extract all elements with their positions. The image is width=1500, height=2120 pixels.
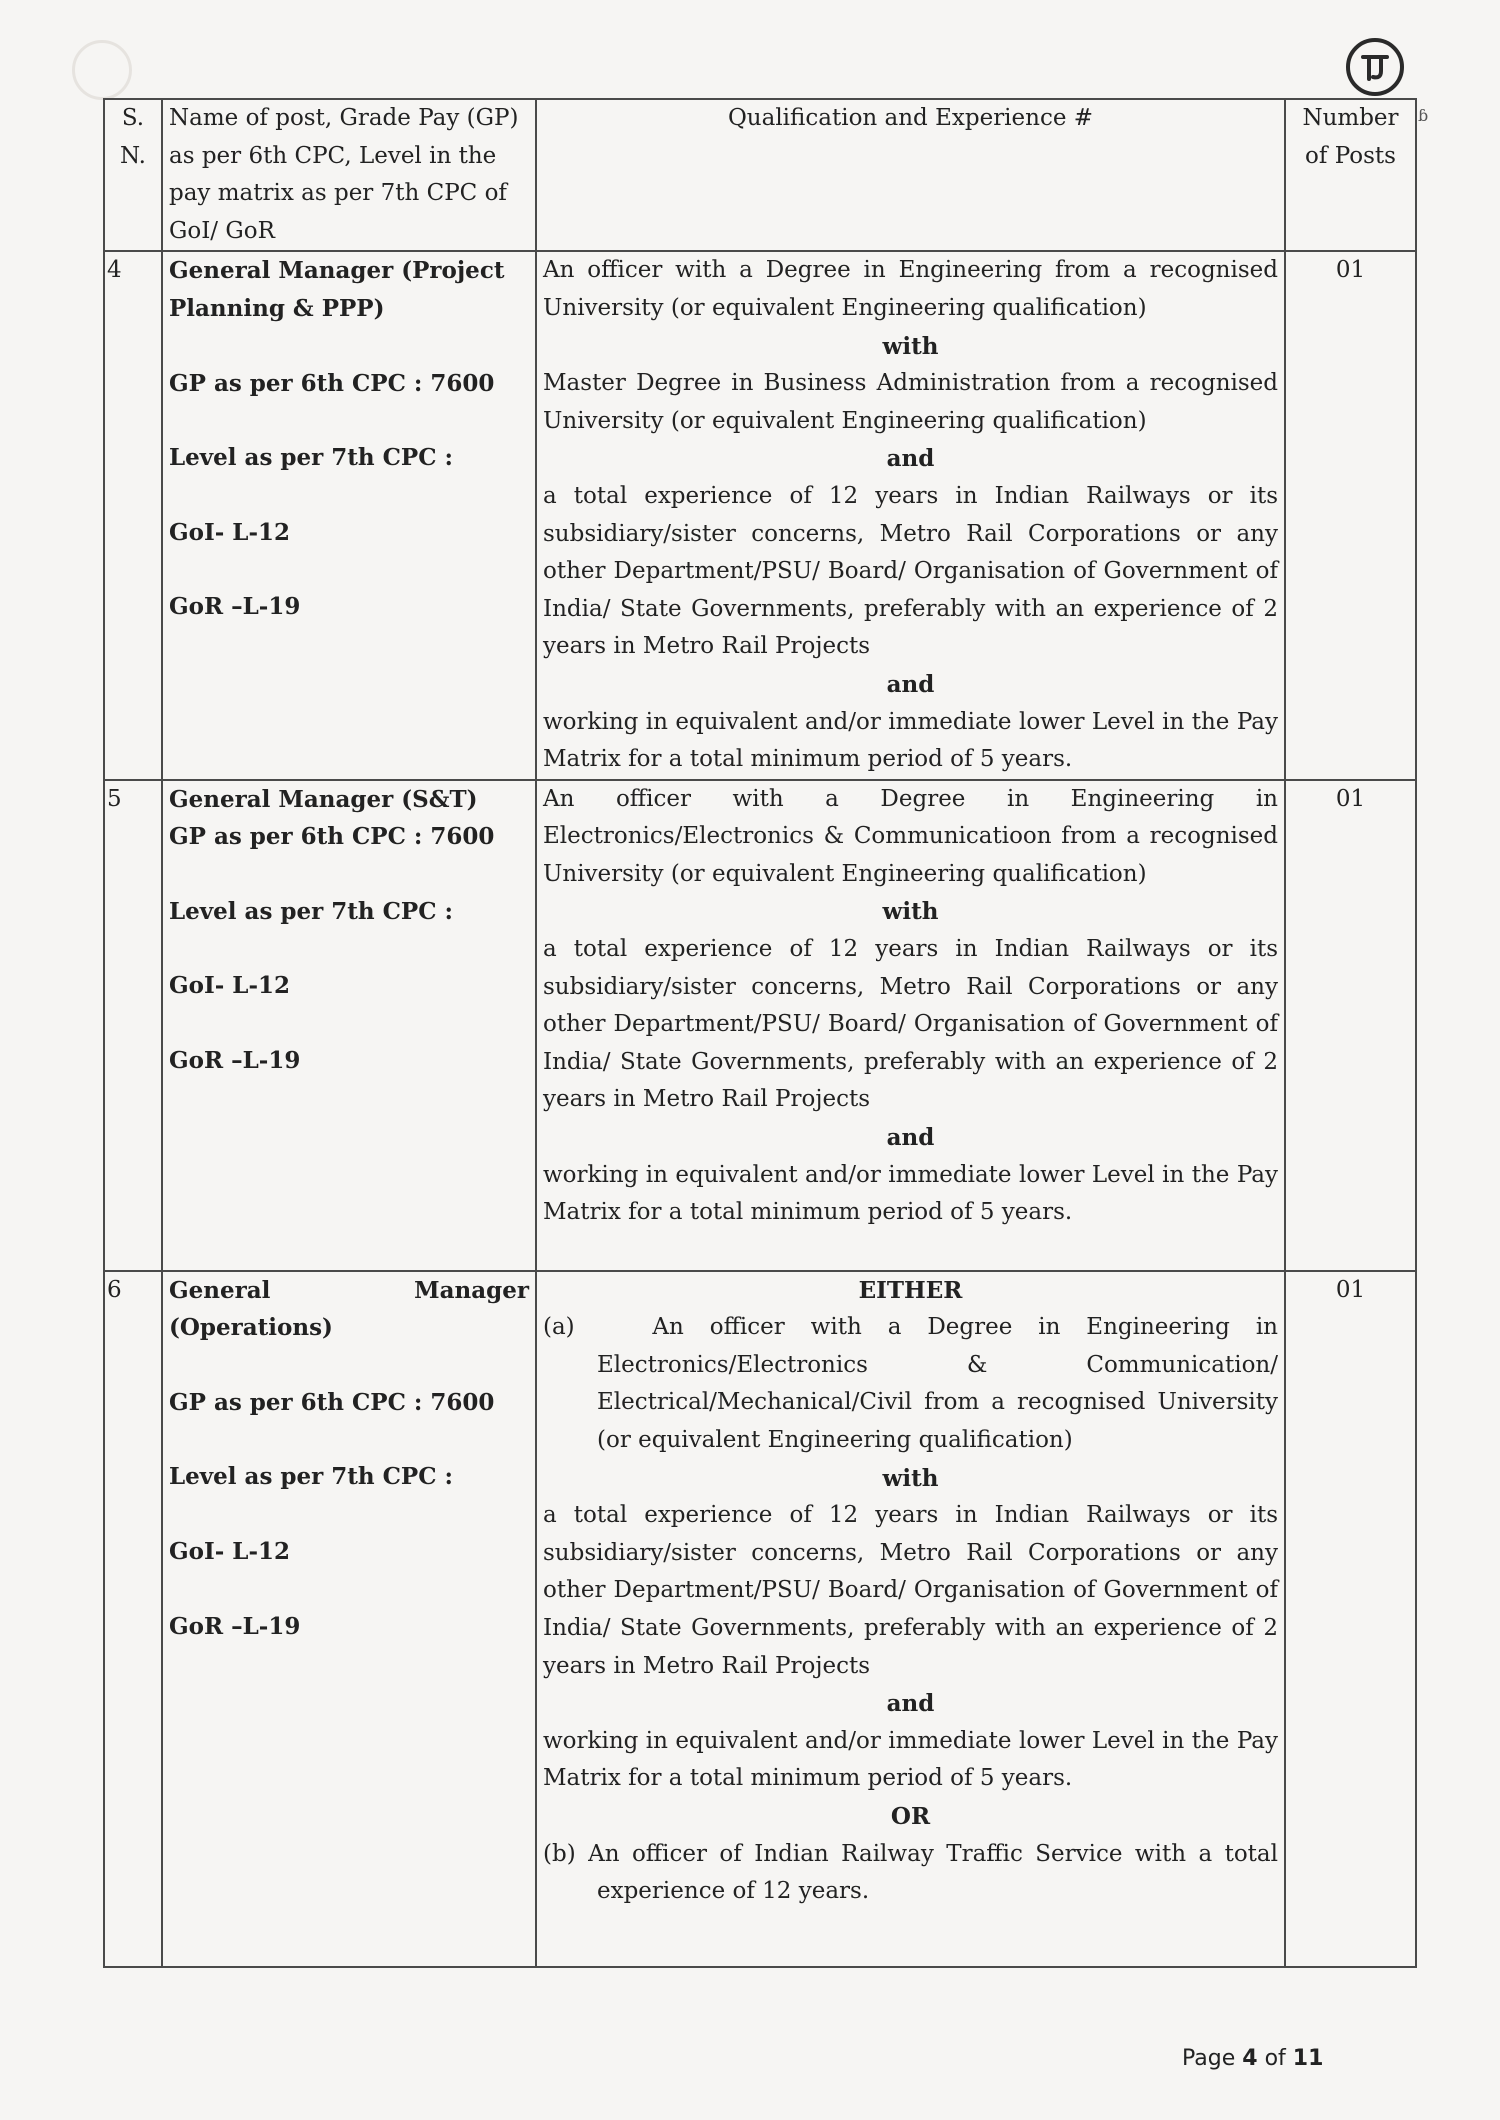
qualification-text: Master Degree in Business Administration from a recognised University (or equivalent Engineering qualification) [543,370,1278,434]
option-a [543,1309,1278,1459]
post-title [169,1272,529,1310]
grade-pay: GP as per 6th CPC : 7600 [169,369,495,397]
page-number [1182,2046,1323,2071]
gor-level: GoR –L-19 [169,1612,301,1640]
page-current: 4 [1242,2046,1258,2071]
row-sn: 4 [104,251,162,779]
goi-level: GoI- L-12 [169,518,291,546]
qualification-text: An officer with a Degree in Engineering in Electronics/Electronics & Communicatioon from a recognised University (or equivalent Engineering qualification) [543,785,1278,887]
connector-text: with [882,898,939,926]
qualification-cell [536,780,1285,1271]
posts-table [103,98,1417,1968]
post-title-part: Manager [414,1276,529,1304]
table-header-row [104,99,1416,251]
post-cell [162,1271,536,1967]
row-sn: 5 [104,780,162,1271]
option-b-label: (b) [543,1840,576,1867]
row-sn: 6 [104,1271,162,1967]
goi-level: GoI- L-12 [169,1538,291,1566]
qualification-cell [536,251,1285,779]
pay-level: Level as per 7th CPC : [169,897,454,925]
connector-text: and [886,1690,935,1718]
goi-level: GoI- L-12 [169,972,291,1000]
option-a-text: An officer with a Degree in Engineering in Electronics/Electronics & Communication/ Electrical/Mechanical/Civil from a recognised University (or equivalent Engineering qualification) [597,1314,1278,1454]
connector-text: with [882,332,939,360]
gor-level: GoR –L-19 [169,593,301,621]
connector-text: and [886,1124,935,1152]
grade-pay: GP as per 6th CPC : 7600 [169,823,495,851]
edge-mark: ɓ [1418,106,1429,125]
gor-level: GoR –L-19 [169,1047,301,1075]
post-title-part: (Operations) [169,1314,333,1342]
qualification-text: An officer with a Degree in Engineering from a recognised University (or equivalent Engineering qualification) [543,257,1278,321]
pay-level: Level as per 7th CPC : [169,444,454,472]
option-b [543,1836,1278,1911]
post-title: General Manager (Project Planning & PPP) [169,257,505,322]
header-number-of-posts: Number of Posts [1285,99,1416,251]
working-text: working in equivalent and/or immediate lower Level in the Pay Matrix for a total minimum period of 5 years. [543,708,1278,773]
connector-text: and [886,445,935,473]
option-a-label: (a) [543,1314,575,1341]
experience-text: a total experience of 12 years in Indian Railways or its subsidiary/sister concerns, Metro Rail Corporations or any other Department/PSU/ Board/ Organisation of Government of India/ State Governments, preferably with an experience of 2 years in Metro Rail Projects [543,936,1278,1113]
header-sn: S. N. [104,99,162,251]
page-of: of [1264,2046,1286,2071]
connector-text: and [886,670,935,698]
number-of-posts: 01 [1285,251,1416,779]
post-title-part: General [169,1276,271,1304]
table-row [104,251,1416,779]
qualification-cell [536,1271,1285,1967]
organisation-logo-icon [1346,38,1404,96]
number-of-posts: 01 [1285,780,1416,1271]
working-text: working in equivalent and/or immediate lower Level in the Pay Matrix for a total minimum period of 5 years. [543,1161,1278,1226]
pay-level: Level as per 7th CPC : [169,1463,454,1491]
or-label: OR [890,1803,931,1830]
connector-text: with [882,1464,939,1492]
faded-logo-watermark [72,40,132,100]
page-prefix: Page [1182,2046,1236,2071]
grade-pay: GP as per 6th CPC : 7600 [169,1388,495,1416]
post-title: General Manager (S&T) [169,785,478,813]
experience-text: a total experience of 12 years in Indian Railways or its subsidiary/sister concerns, Metro Rail Corporations or any other Department/PSU/ Board/ Organisation of Government of India/ State Governments, preferably with an experience of 2 years in Metro Rail Projects [543,1502,1278,1679]
either-label: EITHER [858,1276,963,1304]
option-b-text: An officer of Indian Railway Traffic Service with a total experience of 12 years. [588,1840,1278,1905]
post-cell [162,251,536,779]
experience-text: a total experience of 12 years in Indian Railways or its subsidiary/sister concerns, Metro Rail Corporations or any other Department/PSU/ Board/ Organisation of Government of India/ State Governments, preferably with an experience of 2 years in Metro Rail Projects [543,482,1278,660]
number-of-posts: 01 [1285,1271,1416,1967]
page-total: 11 [1292,2046,1324,2071]
table-row [104,780,1416,1271]
working-text: working in equivalent and/or immediate lower Level in the Pay Matrix for a total minimum period of 5 years. [543,1727,1278,1792]
post-cell [162,780,536,1271]
table-row [104,1271,1416,1967]
header-qualification: Qualification and Experience # [536,99,1285,251]
header-post-name: Name of post, Grade Pay (GP) as per 6th CPC, Level in the pay matrix as per 7th CPC of GoI/ GoR [162,99,536,251]
